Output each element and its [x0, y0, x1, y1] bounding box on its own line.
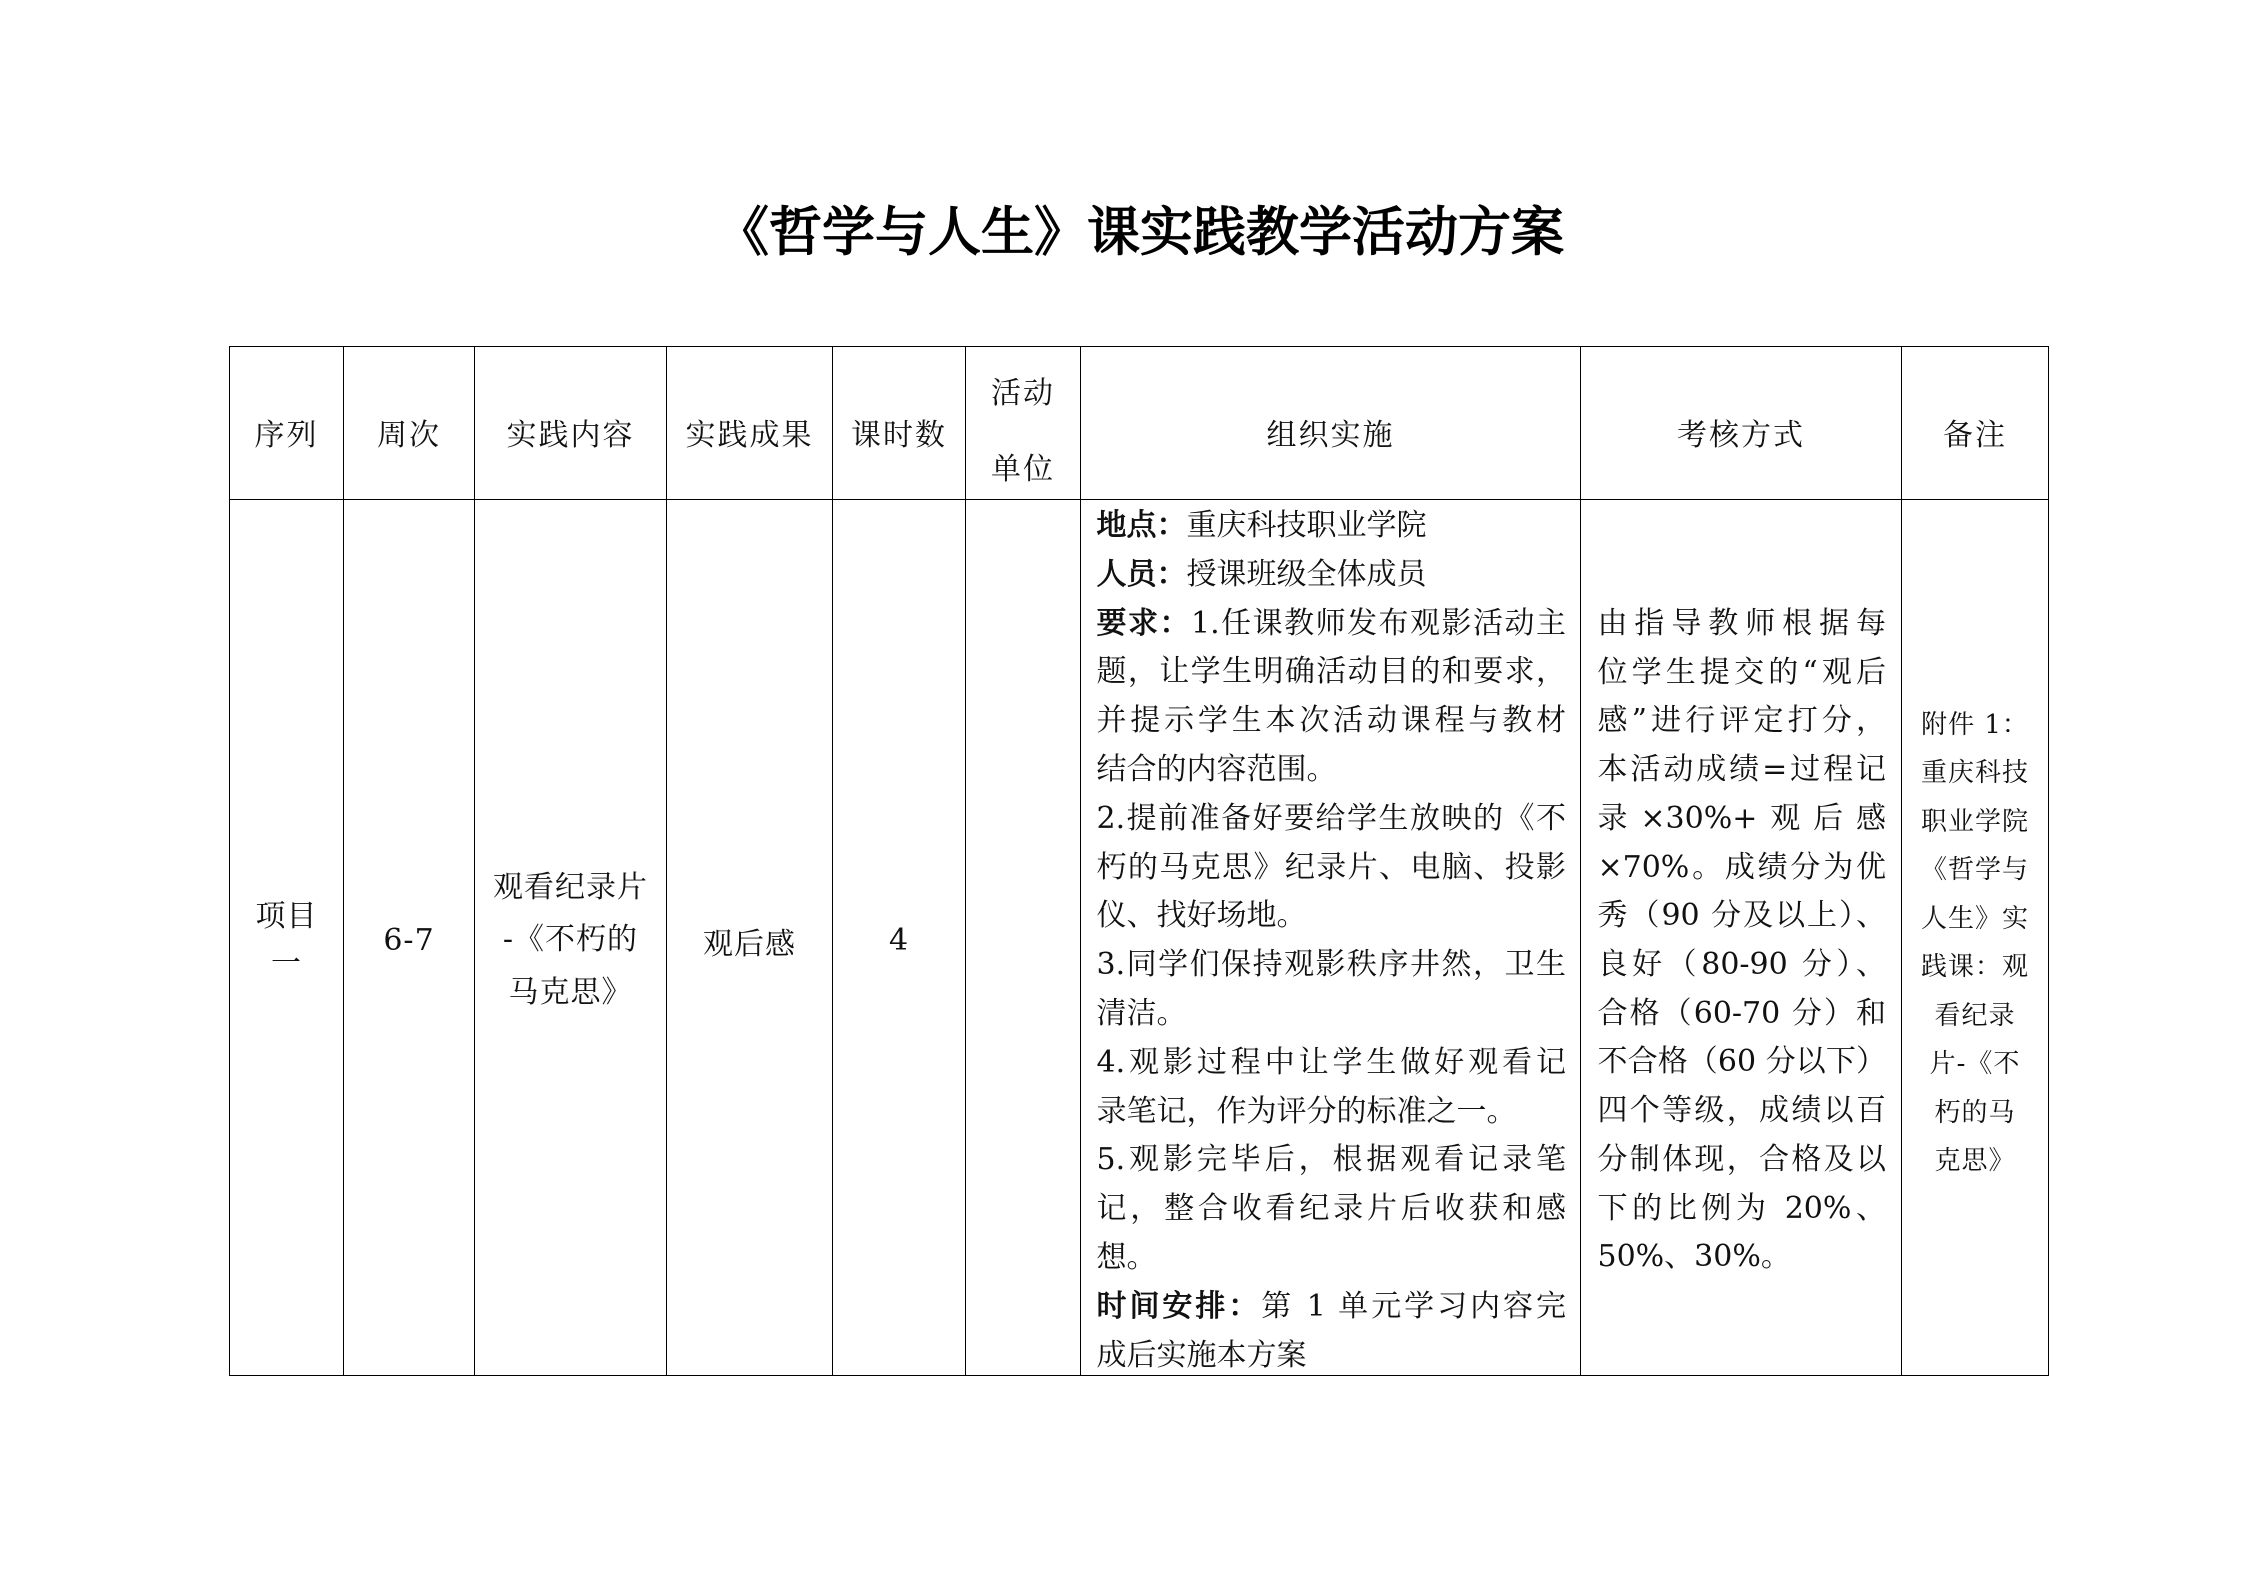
schedule-line: 成后实施本方案	[1096, 1337, 1307, 1373]
remark-line: 职业学院	[1920, 806, 2029, 837]
schedule-label: 时间安排：	[1096, 1288, 1262, 1324]
header-assess	[1581, 347, 1902, 500]
assessment-line: 由指导教师根据每	[1597, 606, 1886, 642]
header-remark-label: 备注	[1943, 418, 2007, 453]
seq-line: 一	[271, 945, 302, 981]
page-title: 《哲学与人生》课实践教学活动方案	[716, 201, 1564, 263]
row-unit-cell	[966, 500, 1081, 1376]
assessment-line: 位学生提交的“观后	[1597, 654, 1886, 690]
content-line: 观看纪录片	[493, 870, 648, 906]
row-organize-cell	[1081, 500, 1581, 1376]
requirements-text: 1.任课教师发布观影活动主	[1190, 605, 1567, 641]
row-assess-cell	[1581, 500, 1902, 1376]
remark-line: 看纪录	[1934, 1000, 2016, 1031]
remark-line: 《哲学与	[1920, 855, 2029, 885]
requirements-line: 题，让学生明确活动目的和要求，	[1096, 654, 1566, 690]
assessment-line: 50%、30%。	[1597, 1239, 1791, 1275]
assessment-line: 感”进行评定打分，	[1597, 703, 1886, 739]
remark-line: 践课：观	[1920, 952, 2029, 982]
row-hours-cell	[833, 500, 966, 1376]
row-week-cell	[344, 500, 475, 1376]
week-value: 6-7	[383, 923, 435, 958]
assessment-line: 良好（80-90 分）、	[1597, 947, 1886, 982]
seq-line: 项目	[255, 899, 318, 934]
remark-line: 克思》	[1934, 1146, 2016, 1176]
requirements-line: 3.同学们保持观影秩序井然，卫生	[1096, 947, 1566, 983]
requirements-line: 仪、找好场地。	[1096, 898, 1307, 934]
requirements-line: 5.观影完毕后，根据观看记录笔	[1096, 1142, 1566, 1178]
requirements-line: 记，整合收看纪录片后收获和感	[1096, 1191, 1566, 1227]
organize-staff-line	[1097, 551, 1567, 600]
remark-line: 人生》实	[1920, 903, 2029, 934]
header-unit-line: 活动	[991, 376, 1055, 411]
remark-line: 附件 1：	[1921, 709, 2029, 740]
assessment-line: 本活动成绩=过程记	[1597, 752, 1886, 788]
result-value: 观后感	[703, 926, 796, 962]
requirements-line: 结合的内容范围。	[1096, 751, 1337, 787]
assessment-line: 下的比例为 20%、	[1597, 1190, 1886, 1226]
requirements-line: 清洁。	[1096, 995, 1187, 1031]
header-result	[667, 347, 833, 500]
activity-plan-table	[229, 346, 2049, 1376]
header-organize-label: 组织实施	[1266, 418, 1395, 453]
requirements-line: 录笔记，作为评分的标准之一。	[1096, 1093, 1517, 1129]
header-content-label: 实践内容	[506, 418, 635, 453]
header-hours-label: 课时数	[851, 418, 947, 453]
assessment-line: 四个等级，成绩以百	[1597, 1093, 1886, 1129]
row-seq-cell	[230, 500, 344, 1376]
header-remark	[1902, 347, 2049, 500]
remark-line: 朽的马	[1934, 1097, 2016, 1128]
header-hours	[833, 347, 966, 500]
schedule-text: 第 1 单元学习内容完	[1261, 1288, 1566, 1324]
requirements-line	[1097, 600, 1567, 649]
staff-label: 人员：	[1096, 556, 1187, 592]
assessment-line: ×70%。成绩分为优	[1597, 849, 1886, 885]
location-label: 地点：	[1096, 508, 1187, 543]
requirements-line: 并提示学生本次活动课程与教材	[1096, 703, 1566, 739]
location-text: 重庆科技职业学院	[1186, 508, 1427, 543]
assessment-line: 不合格（60 分以下）	[1597, 1044, 1886, 1080]
header-content	[475, 347, 667, 500]
row-result-cell	[667, 500, 833, 1376]
header-week-label: 周次	[377, 418, 441, 453]
content-line: -《不朽的	[502, 922, 639, 958]
requirements-line: 2.提前准备好要给学生放映的《不	[1096, 800, 1566, 836]
remark-line: 片-《不	[1929, 1049, 2021, 1079]
organize-location-line	[1097, 502, 1567, 551]
header-unit-line: 单位	[991, 452, 1055, 487]
assessment-line: 分制体现，合格及以	[1597, 1141, 1886, 1177]
row-content-cell	[475, 500, 667, 1376]
header-assess-label: 考核方式	[1677, 418, 1805, 453]
requirements-line: 想。	[1096, 1239, 1157, 1275]
assessment-line: 秀（90 分及以上）、	[1597, 898, 1886, 934]
requirements-label: 要求：	[1096, 605, 1191, 641]
assessment-line: 合格（60-70 分）和	[1597, 995, 1886, 1031]
assessment-line: 录×30%+观后感	[1597, 800, 1886, 836]
hours-value: 4	[888, 923, 910, 958]
row-remark-cell	[1902, 500, 2049, 1376]
requirements-line: 朽的马克思》纪录片、电脑、投影	[1096, 849, 1566, 885]
header-result-label: 实践成果	[685, 418, 814, 453]
header-seq	[230, 347, 344, 500]
staff-text: 授课班级全体成员	[1186, 556, 1427, 592]
header-seq-label: 序列	[254, 418, 319, 453]
content-line: 马克思》	[508, 974, 633, 1010]
header-organize	[1081, 347, 1581, 500]
requirements-line: 4.观影过程中让学生做好观看记	[1096, 1044, 1566, 1080]
remark-line: 重庆科技	[1920, 758, 2029, 788]
schedule-line	[1097, 1283, 1567, 1332]
header-unit	[966, 347, 1081, 500]
header-week	[344, 347, 475, 500]
